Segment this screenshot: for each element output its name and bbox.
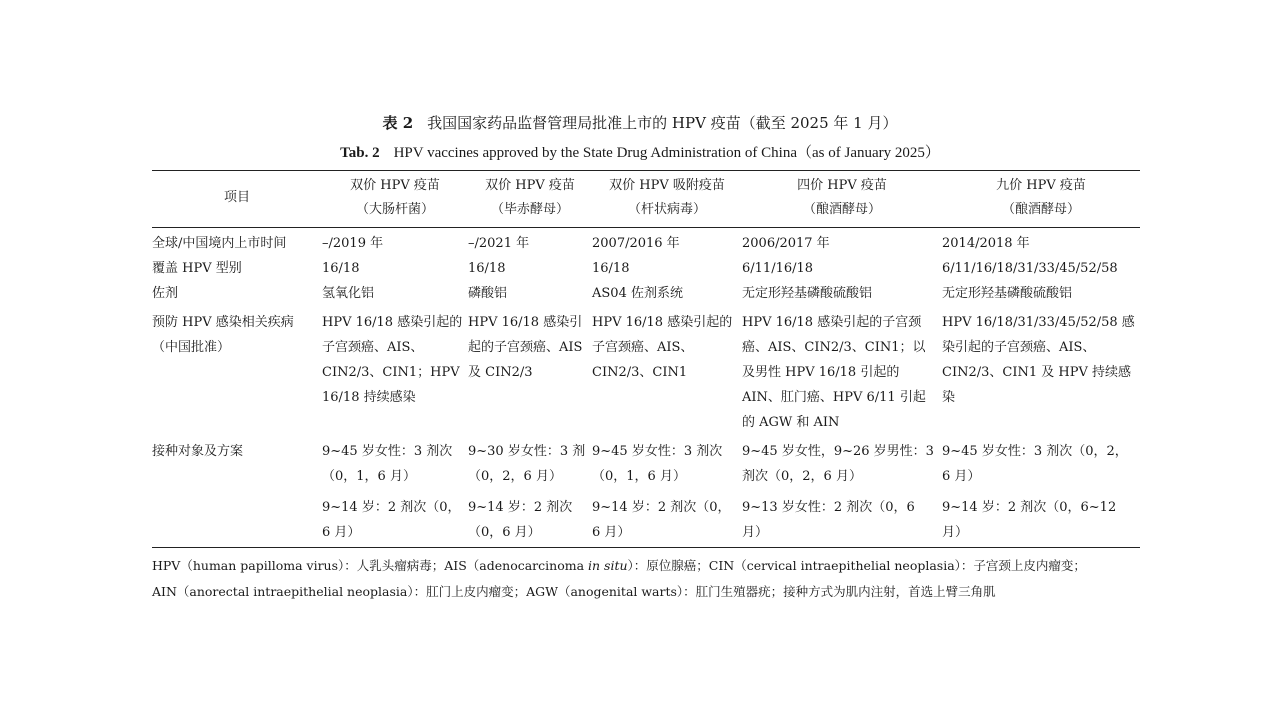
table-cell: 氢氧化铝: [322, 286, 375, 301]
table-cell: 无定形羟基磷酸硫酸铝: [742, 286, 873, 301]
table-cell: 2014/2018 年: [942, 236, 1030, 251]
table-cell: 磷酸铝: [468, 286, 508, 301]
header-col-2: 双价 HPV 疫苗 （毕赤酵母）: [485, 178, 575, 217]
table-cell: 9~13 岁女性：2 剂次（0，6 月）: [742, 500, 915, 540]
caption-en-text: HPV vaccines approved by the State Drug Administration of China（as of January 2025）: [393, 145, 940, 161]
table-cell: 9~45 岁女性：3 剂次（0，1，6 月）: [322, 444, 453, 484]
table-cell: 9~30 岁女性：3 剂（0，2，6 月）: [468, 444, 586, 484]
table-cell: 9~14 岁：2 剂次（0，6~12 月）: [942, 500, 1117, 540]
table-cell: 无定形羟基磷酸硫酸铝: [942, 286, 1073, 301]
table-cell: 9~45 岁女性，9~26 岁男性：3 剂次（0，2，6 月）: [742, 444, 934, 484]
caption-cn-text: 我国国家药品监督管理局批准上市的 HPV 疫苗（截至 2025 年 1 月）: [427, 114, 898, 132]
row-label: [152, 489, 322, 548]
table-row: [152, 256, 1140, 281]
table-cell: 6/11/16/18: [742, 261, 814, 276]
table-cell: 16/18: [322, 261, 360, 276]
footnote-line-1: HPV（human papilloma virus）：人乳头瘤病毒；AIS（adenocarcinoma in situ）：原位腺癌；CIN（cervical intraepithelial neoplasia）：子宫颈上皮内瘤变；: [152, 558, 1086, 573]
table-row: [152, 489, 1140, 548]
row-label: 全球/中国境内上市时间: [152, 236, 287, 251]
table-cell: 6/11/16/18/31/33/45/52/58: [942, 261, 1118, 276]
table-cell: 9~14 岁：2 剂次（0，6 月）: [322, 500, 461, 540]
table-cell: HPV 16/18 感染引起的子宫颈癌、AIS、CIN2/3、CIN1；以及男性 HPV 16/18 引起的 AIN、肛门癌、HPV 6/11 引起的 AGW 和 AIN: [742, 315, 926, 430]
header-col-4: 四价 HPV 疫苗 （酿酒酵母）: [797, 178, 887, 217]
vaccine-table: [152, 170, 1140, 548]
header-col-1: 双价 HPV 疫苗 （大肠杆菌）: [350, 178, 440, 217]
caption-cn-label: 表 2: [382, 114, 414, 132]
table-cell: 2007/2016 年: [592, 236, 680, 251]
row-label: 接种对象及方案: [152, 444, 244, 459]
table-cell: 9~45 岁女性：3 剂次（0，1，6 月）: [592, 444, 723, 484]
table-row: [152, 306, 1140, 435]
table-cell: HPV 16/18/31/33/45/52/58 感染引起的子宫颈癌、AIS、CIN2/3、CIN1 及 HPV 持续感染: [942, 315, 1135, 405]
table-row: [152, 435, 1140, 489]
caption-en-label: Tab. 2: [340, 145, 380, 161]
row-label: 预防 HPV 感染相关疾病（中国批准）: [152, 315, 294, 355]
table-cell: AS04 佐剂系统: [592, 286, 683, 301]
table-cell: 2006/2017 年: [742, 236, 830, 251]
table-cell: HPV 16/18 感染引起的子宫颈癌、AIS 及 CIN2/3: [468, 315, 583, 380]
table-cell: 9~14 岁：2 剂次（0，6 月）: [468, 500, 573, 540]
table-footnotes: [152, 553, 1140, 605]
table-cell: 16/18: [468, 261, 506, 276]
row-label: 佐剂: [152, 286, 179, 301]
table-row: [152, 281, 1140, 306]
row-label: 覆盖 HPV 型别: [152, 261, 242, 276]
table-cell: 9~14 岁：2 剂次（0，6 月）: [592, 500, 731, 540]
table-cell: –/2021 年: [468, 236, 530, 251]
header-col-3: 双价 HPV 吸附疫苗 （杆状病毒）: [609, 178, 725, 217]
table-caption-en: [0, 142, 1280, 164]
table-cell: 9~45 岁女性：3 剂次（0，2，6 月）: [942, 444, 1128, 484]
table-caption-cn: [0, 112, 1280, 134]
footnote-line-2: AIN（anorectal intraepithelial neoplasia）：肛门上皮内瘤变；AGW（anogenital warts）：肛门生殖器疣；接种方式为肌内注射，首选上臂三角肌: [152, 584, 996, 599]
header-col-5: 九价 HPV 疫苗 （酿酒酵母）: [996, 178, 1086, 217]
table-cell: –/2019 年: [322, 236, 384, 251]
table-cell: HPV 16/18 感染引起的子宫颈癌、AIS、CIN2/3、CIN1；HPV 16/18 持续感染: [322, 315, 463, 405]
header-item: 项目: [223, 190, 250, 205]
table-header: [152, 171, 1140, 228]
table-row: [152, 228, 1140, 257]
table-cell: HPV 16/18 感染引起的子宫颈癌、AIS、CIN2/3、CIN1: [592, 315, 733, 380]
table-cell: 16/18: [592, 261, 630, 276]
